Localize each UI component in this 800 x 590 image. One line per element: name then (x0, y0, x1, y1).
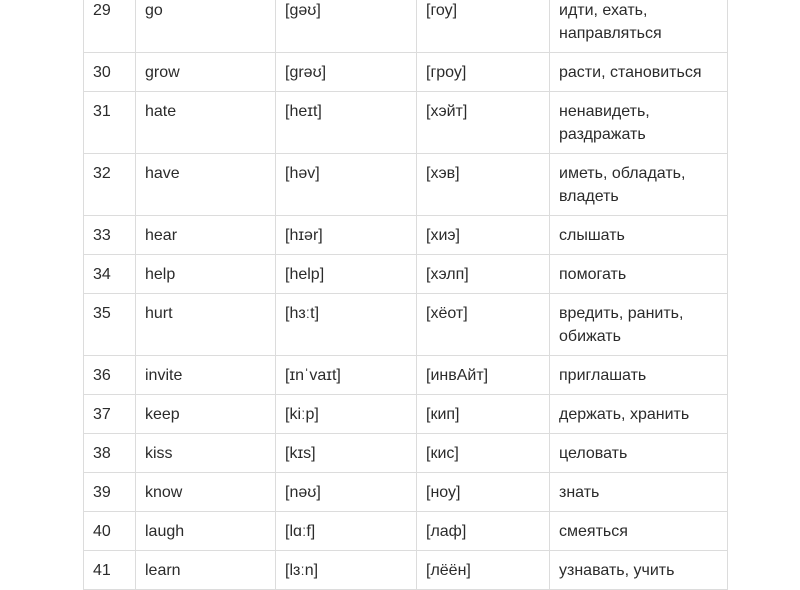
row-number: 37 (84, 395, 136, 434)
ipa-transcription: [hɪər] (276, 216, 417, 255)
english-word: hate (136, 92, 276, 154)
row-number: 38 (84, 434, 136, 473)
russian-transcription: [лёён] (417, 551, 550, 590)
row-number: 31 (84, 92, 136, 154)
table-row (84, 356, 728, 395)
row-number: 39 (84, 473, 136, 512)
russian-transcription: [инвАйт] (417, 356, 550, 395)
english-word: laugh (136, 512, 276, 551)
russian-transcription: [кип] (417, 395, 550, 434)
english-word: invite (136, 356, 276, 395)
english-word: keep (136, 395, 276, 434)
english-word: have (136, 154, 276, 216)
table-row (84, 512, 728, 551)
russian-transcription: [хэлп] (417, 255, 550, 294)
ipa-transcription: [kiːp] (276, 395, 417, 434)
english-word: kiss (136, 434, 276, 473)
english-word: go (136, 0, 276, 53)
ipa-transcription: [help] (276, 255, 417, 294)
table-row (84, 92, 728, 154)
ipa-transcription: [lɑːf] (276, 512, 417, 551)
vocabulary-table-body (84, 0, 728, 590)
russian-transcription: [гоу] (417, 0, 550, 53)
table-row (84, 551, 728, 590)
translation: знать (550, 473, 728, 512)
translation: слышать (550, 216, 728, 255)
row-number: 29 (84, 0, 136, 53)
row-number: 33 (84, 216, 136, 255)
ipa-transcription: [hɜːt] (276, 294, 417, 356)
table-row (84, 216, 728, 255)
table-row (84, 0, 728, 53)
translation: ненавидеть, раздражать (550, 92, 728, 154)
translation: держать, хранить (550, 395, 728, 434)
english-word: help (136, 255, 276, 294)
russian-transcription: [гроу] (417, 53, 550, 92)
vocabulary-table (83, 0, 728, 590)
russian-transcription: [ноу] (417, 473, 550, 512)
russian-transcription: [хэв] (417, 154, 550, 216)
ipa-transcription: [gəʊ] (276, 0, 417, 53)
english-word: grow (136, 53, 276, 92)
table-row (84, 395, 728, 434)
ipa-transcription: [heɪt] (276, 92, 417, 154)
row-number: 32 (84, 154, 136, 216)
ipa-transcription: [grəʊ] (276, 53, 417, 92)
translation: расти, становиться (550, 53, 728, 92)
table-row (84, 294, 728, 356)
russian-transcription: [хиэ] (417, 216, 550, 255)
russian-transcription: [кис] (417, 434, 550, 473)
ipa-transcription: [ɪnˈvaɪt] (276, 356, 417, 395)
translation: идти, ехать, направляться (550, 0, 728, 53)
ipa-transcription: [kɪs] (276, 434, 417, 473)
row-number: 40 (84, 512, 136, 551)
row-number: 34 (84, 255, 136, 294)
table-row (84, 473, 728, 512)
row-number: 30 (84, 53, 136, 92)
translation: приглашать (550, 356, 728, 395)
row-number: 41 (84, 551, 136, 590)
english-word: know (136, 473, 276, 512)
translation: вредить, ранить, обижать (550, 294, 728, 356)
translation: смеяться (550, 512, 728, 551)
translation: иметь, обладать, владеть (550, 154, 728, 216)
english-word: hurt (136, 294, 276, 356)
row-number: 35 (84, 294, 136, 356)
table-row (84, 154, 728, 216)
russian-transcription: [хэйт] (417, 92, 550, 154)
russian-transcription: [хёот] (417, 294, 550, 356)
ipa-transcription: [lɜːn] (276, 551, 417, 590)
table-row (84, 434, 728, 473)
ipa-transcription: [həv] (276, 154, 417, 216)
ipa-transcription: [nəʊ] (276, 473, 417, 512)
russian-transcription: [лаф] (417, 512, 550, 551)
table-row (84, 255, 728, 294)
vocabulary-table-container (83, 0, 727, 590)
translation: узнавать, учить (550, 551, 728, 590)
english-word: hear (136, 216, 276, 255)
english-word: learn (136, 551, 276, 590)
table-row (84, 53, 728, 92)
translation: целовать (550, 434, 728, 473)
translation: помогать (550, 255, 728, 294)
row-number: 36 (84, 356, 136, 395)
